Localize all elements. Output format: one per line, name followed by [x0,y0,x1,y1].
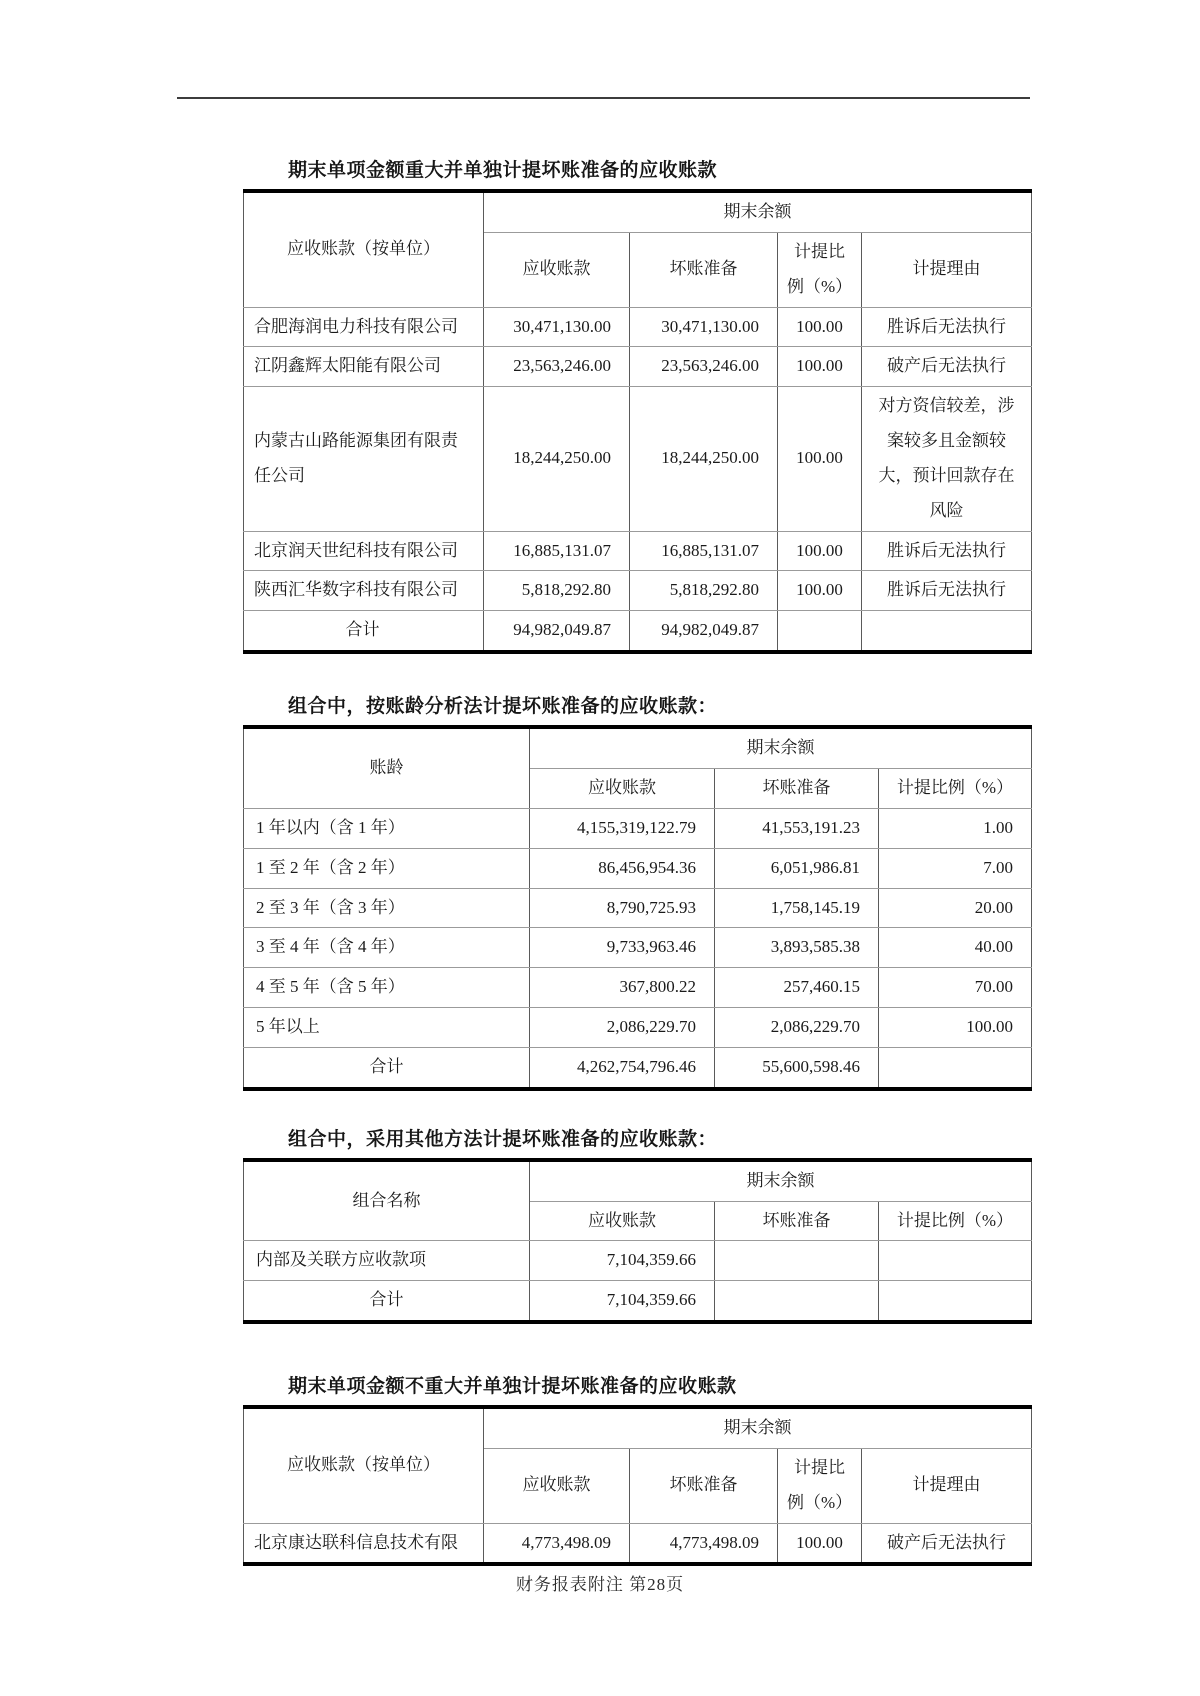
table-cell: 3,893,585.38 [715,928,879,968]
column-header: 计提理由 [862,1448,1032,1523]
table-cell [879,1281,1032,1322]
table-title: 期末单项金额重大并单独计提坏账准备的应收账款 [288,160,718,181]
section-significant-receivables [243,158,1031,654]
group-header: 期末余额 [484,1407,1032,1448]
table-cell: 合计 [244,611,484,652]
table-title: 组合中，按账龄分析法计提坏账准备的应收账款： [288,696,718,718]
table-cell: 367,800.22 [530,968,715,1008]
table-header [244,191,1032,307]
table-cell: 30,471,130.00 [484,307,630,347]
group-header: 期末余额 [530,727,1032,768]
header-row [244,191,1032,232]
table-cell: 8,790,725.93 [530,888,715,928]
column-header: 坏账准备 [630,232,778,307]
table-row [244,928,1032,968]
table-cell: 合计 [244,1281,530,1322]
table-cell: 北京润天世纪科技有限公司 [244,531,484,571]
table-header [244,1407,1032,1523]
table-row [244,888,1032,928]
table-cell: 内部及关联方应收款项 [244,1241,530,1281]
table-row [244,968,1032,1008]
table-cell: 1.00 [879,808,1032,848]
table-cell: 4 至 5 年（含 5 年） [244,968,530,1008]
table-cell: 23,563,246.00 [484,347,630,387]
total-row [244,1047,1032,1088]
table-cell: 1,758,145.19 [715,888,879,928]
page-content [243,0,1031,1566]
table-cell: 北京康达联科信息技术有限 [244,1523,484,1564]
column-header: 计提理由 [862,232,1032,307]
table-cell: 16,885,131.07 [484,531,630,571]
table-cell: 2 至 3 年（含 3 年） [244,888,530,928]
column-header: 坏账准备 [715,1201,879,1241]
column-header: 计提比例（%） [778,232,862,307]
table-cell: 合肥海润电力科技有限公司 [244,307,484,347]
table-row [244,387,1032,531]
table-cell: 18,244,250.00 [630,387,778,531]
table-cell: 胜诉后无法执行 [862,307,1032,347]
table-cell: 9,733,963.46 [530,928,715,968]
table-cell: 破产后无法执行 [862,1523,1032,1564]
table-cell: 18,244,250.00 [484,387,630,531]
column-header: 坏账准备 [715,768,879,808]
column-header: 计提比例（%） [879,768,1032,808]
table-header [244,1160,1032,1241]
table-cell: 20.00 [879,888,1032,928]
table-row [244,531,1032,571]
table-cell: 2,086,229.70 [530,1008,715,1048]
row-axis-header: 应收账款（按单位） [244,191,484,307]
header-row [244,1407,1032,1448]
table-cell: 陕西汇华数字科技有限公司 [244,571,484,611]
aging-analysis-receivables-table [243,725,1032,1091]
table-cell: 30,471,130.00 [630,307,778,347]
table-cell: 100.00 [778,387,862,531]
table-cell: 94,982,049.87 [484,611,630,652]
table-cell: 胜诉后无法执行 [862,571,1032,611]
table-body [244,808,1032,1088]
group-header: 期末余额 [484,191,1032,232]
table-row [244,1008,1032,1048]
table-cell: 1 年以内（含 1 年） [244,808,530,848]
table-title: 期末单项金额不重大并单独计提坏账准备的应收账款 [288,1376,737,1398]
table-cell: 4,262,754,796.46 [530,1047,715,1088]
table-cell: 55,600,598.46 [715,1047,879,1088]
table-body [244,307,1032,652]
table-cell: 江阴鑫辉太阳能有限公司 [244,347,484,387]
row-axis-header: 组合名称 [244,1160,530,1241]
individually-significant-receivables-table [243,189,1032,654]
table-cell: 1 至 2 年（含 2 年） [244,848,530,888]
column-header: 计提比例（%） [879,1201,1032,1241]
section-aging-analysis-receivables [243,694,1031,1091]
table-cell: 100.00 [778,571,862,611]
row-axis-header: 账龄 [244,727,530,808]
table-cell: 2,086,229.70 [715,1008,879,1048]
table-cell: 100.00 [778,307,862,347]
table-cell: 4,773,498.09 [484,1523,630,1564]
table-row [244,808,1032,848]
table-row [244,1241,1032,1281]
table-row [244,1523,1032,1564]
table-cell: 86,456,954.36 [530,848,715,888]
table-cell: 70.00 [879,968,1032,1008]
total-row [244,611,1032,652]
table-cell [715,1281,879,1322]
total-row [244,1281,1032,1322]
table-cell [879,1047,1032,1088]
table-row [244,848,1032,888]
group-header: 期末余额 [530,1160,1032,1201]
table-cell [778,611,862,652]
table-cell: 100.00 [778,1523,862,1564]
table-cell: 4,773,498.09 [630,1523,778,1564]
table-cell [862,611,1032,652]
table-body [244,1523,1032,1564]
column-header: 应收账款 [530,768,715,808]
table-row [244,307,1032,347]
column-header: 应收账款 [530,1201,715,1241]
section-insignificant-receivables [243,1374,1031,1566]
table-cell: 16,885,131.07 [630,531,778,571]
table-cell: 破产后无法执行 [862,347,1032,387]
individually-insignificant-receivables-table [243,1405,1032,1566]
table-cell: 100.00 [778,531,862,571]
table-cell: 合计 [244,1047,530,1088]
table-cell: 内蒙古山路能源集团有限责任公司 [244,387,484,531]
table-cell: 3 至 4 年（含 4 年） [244,928,530,968]
table-cell: 94,982,049.87 [630,611,778,652]
header-row [244,1160,1032,1201]
table-header [244,727,1032,808]
table-cell: 257,460.15 [715,968,879,1008]
table-cell: 41,553,191.23 [715,808,879,848]
table-cell: 100.00 [778,347,862,387]
table-cell [715,1241,879,1281]
table-cell: 7,104,359.66 [530,1241,715,1281]
other-method-receivables-table [243,1158,1032,1324]
column-header: 坏账准备 [630,1448,778,1523]
table-cell: 40.00 [879,928,1032,968]
table-row [244,571,1032,611]
table-cell: 100.00 [879,1008,1032,1048]
column-header: 应收账款 [484,1448,630,1523]
table-cell: 胜诉后无法执行 [862,531,1032,571]
table-cell [879,1241,1032,1281]
column-header: 应收账款 [484,232,630,307]
table-cell: 5 年以上 [244,1008,530,1048]
page-footer: 财务报表附注 第28页 [515,1575,685,1594]
table-cell: 4,155,319,122.79 [530,808,715,848]
header-row [244,727,1032,768]
table-title: 组合中，采用其他方法计提坏账准备的应收账款： [288,1128,718,1150]
table-cell: 23,563,246.00 [630,347,778,387]
table-row [244,347,1032,387]
table-cell: 7,104,359.66 [530,1281,715,1322]
table-body [244,1241,1032,1322]
section-other-method-receivables [243,1127,1031,1324]
column-header: 计提比例（%） [778,1448,862,1523]
table-cell: 6,051,986.81 [715,848,879,888]
row-axis-header: 应收账款（按单位） [244,1407,484,1523]
table-cell: 7.00 [879,848,1032,888]
table-cell: 5,818,292.80 [630,571,778,611]
table-cell: 对方资信较差，涉案较多且金额较大，预计回款存在风险 [862,387,1032,531]
table-cell: 5,818,292.80 [484,571,630,611]
